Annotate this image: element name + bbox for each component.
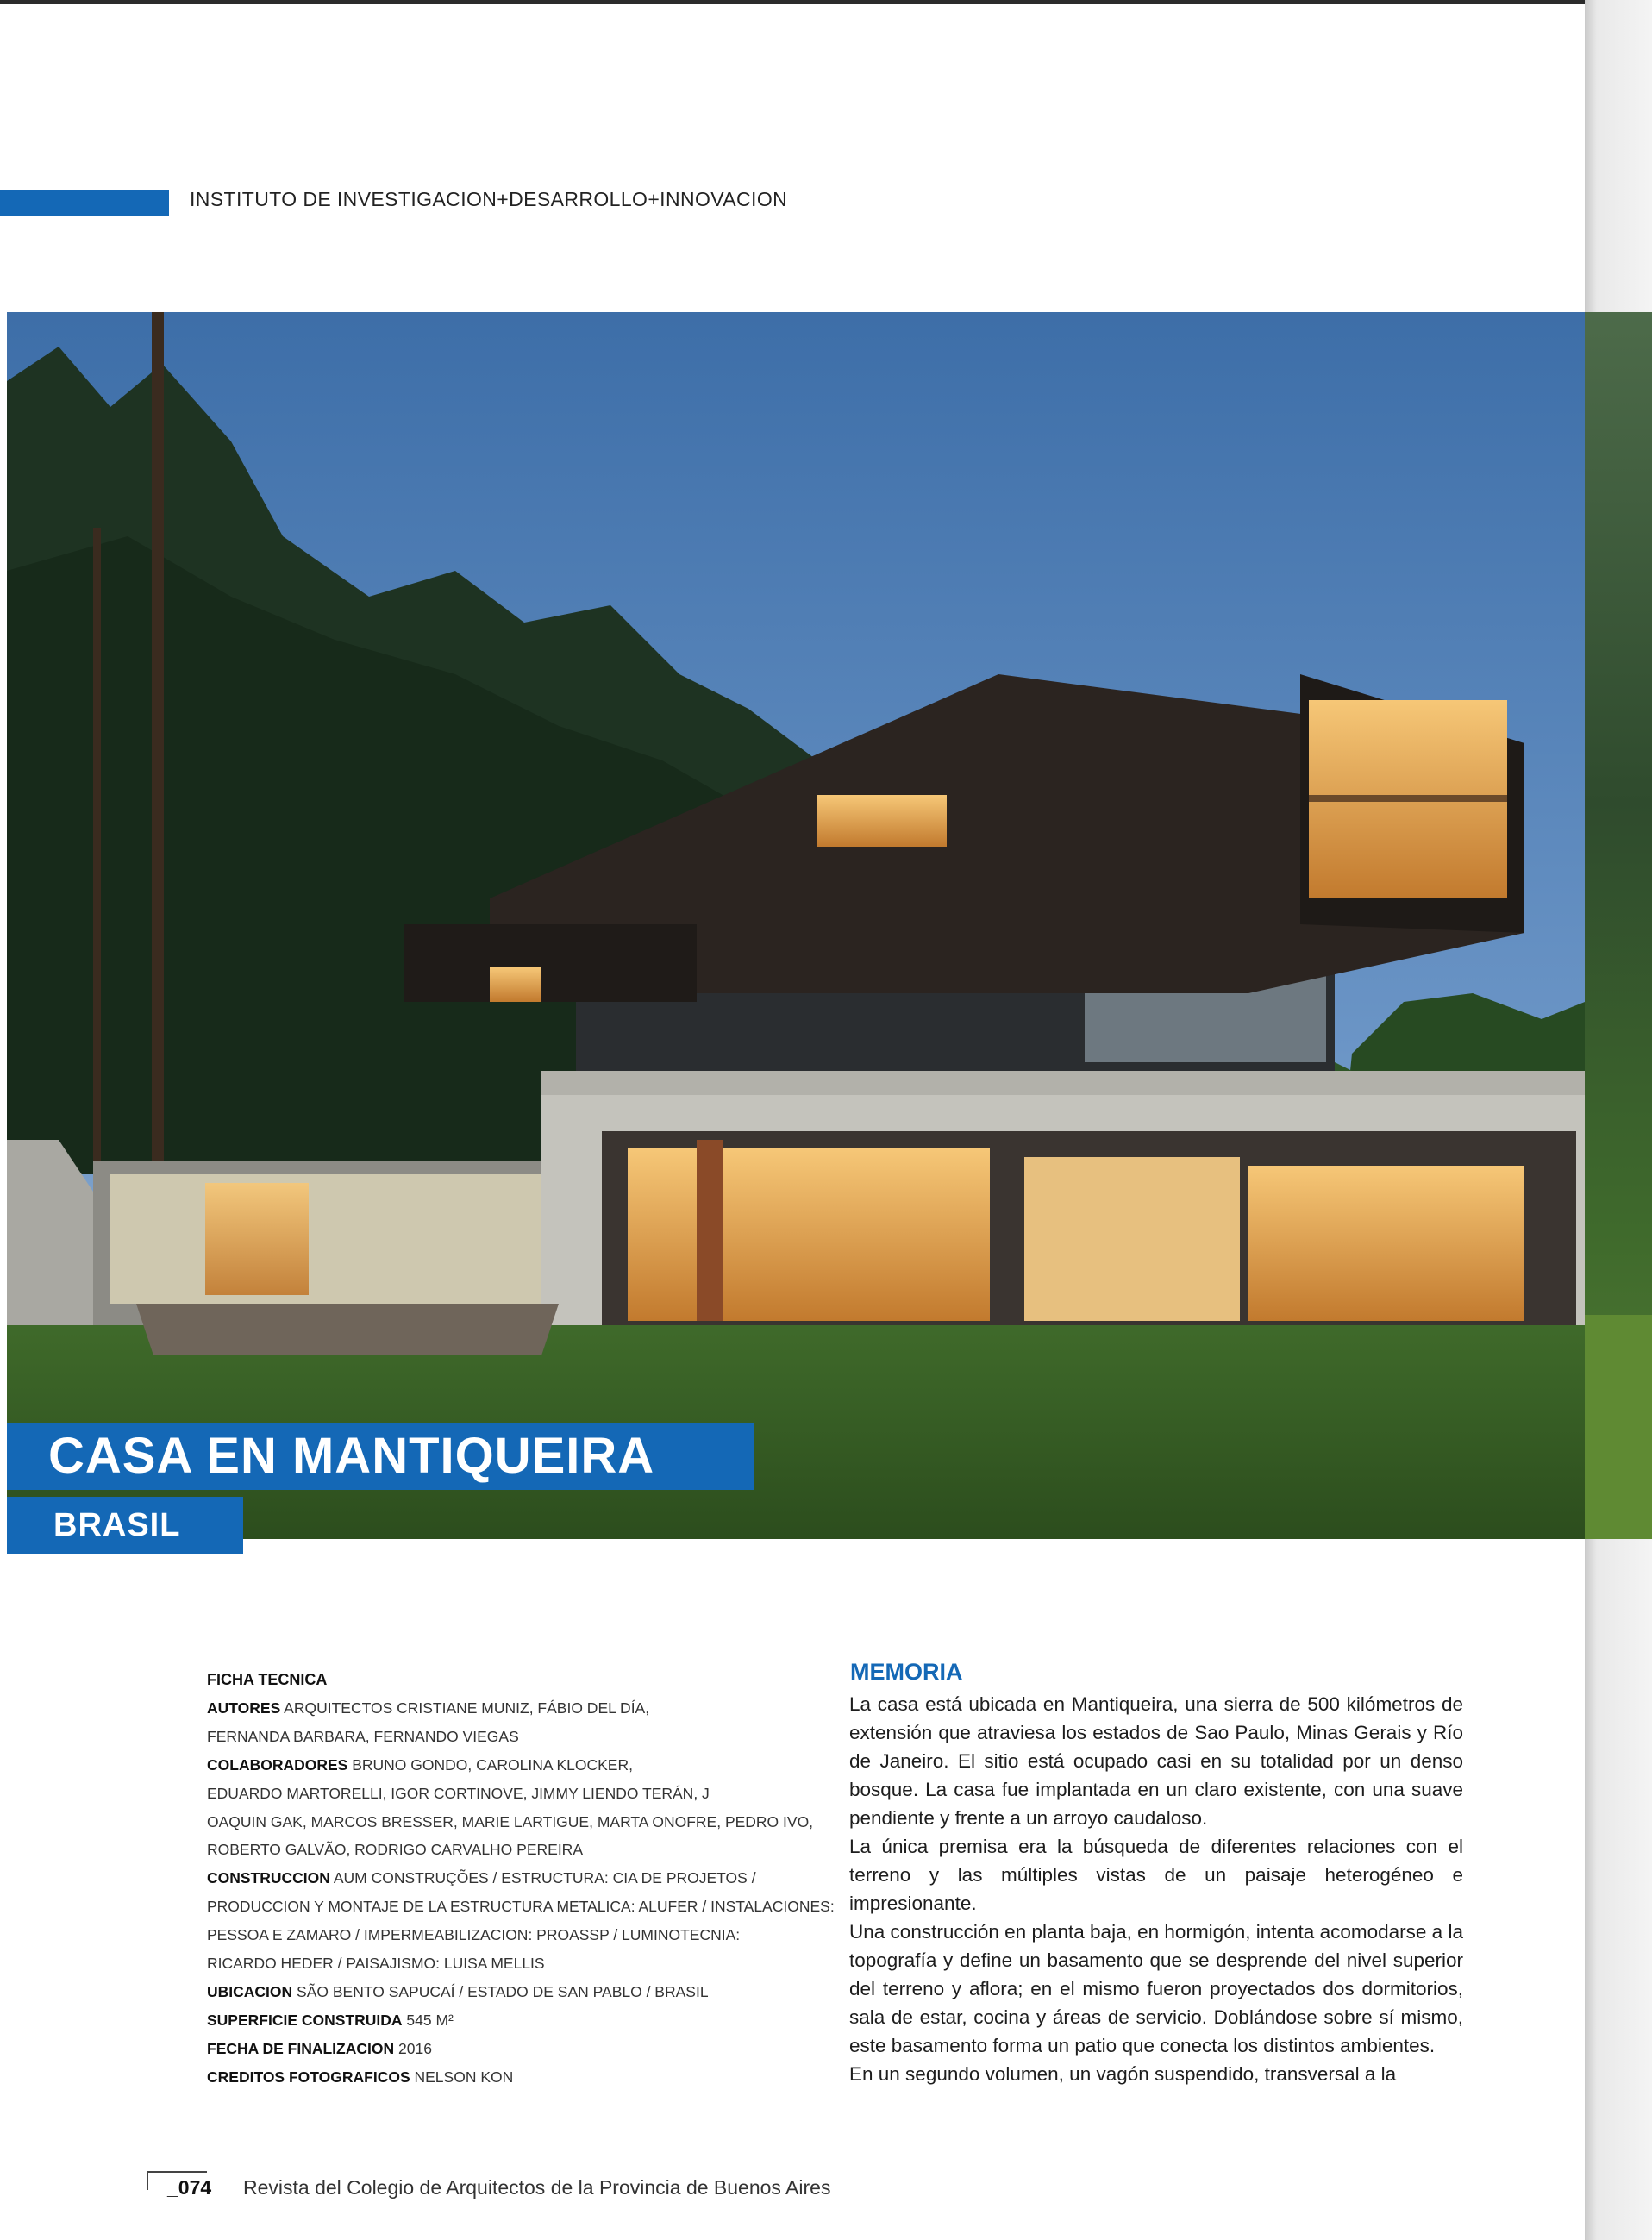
ficha-value: SÃO BENTO SAPUCAÍ / ESTADO DE SAN PABLO / BRASIL bbox=[297, 1982, 709, 2000]
footer-corner-rule bbox=[147, 2171, 207, 2173]
ficha-label: CONSTRUCCION bbox=[207, 1869, 330, 1887]
ficha-label: AUTORES bbox=[207, 1699, 281, 1717]
article-country: BRASIL bbox=[53, 1507, 181, 1543]
section-label: INSTITUTO DE INVESTIGACION+DESARROLLO+INNOVACION bbox=[190, 188, 788, 210]
memoria-paragraph: Una construcción en planta baja, en hormigón, intenta acomodarse a la topografía y define un basamento que se desprende del nivel superior del terreno y aflora; en el mismo fueron proyectados dos dormitorios, sala de estar, cocina y áreas de servicio. Doblándose sobre sí mismo, este basamento forma un patio que conecta los distintos ambientes. bbox=[849, 1921, 1463, 2056]
ficha-value: BRUNO GONDO, CAROLINA KLOCKER, bbox=[352, 1755, 633, 1774]
ficha-value: OAQUIN GAK, MARCOS BRESSER, MARIE LARTIGUE, MARTA ONOFRE, PEDRO IVO, bbox=[207, 1812, 814, 1830]
hero-photo bbox=[7, 312, 1585, 1539]
ficha-row bbox=[207, 2035, 828, 2063]
ficha-value: 2016 bbox=[398, 2039, 432, 2057]
footer-corner-rule bbox=[147, 2171, 148, 2190]
memoria-body bbox=[849, 1690, 1463, 2088]
publication-name: Revista del Colegio de Arquitectos de la Provincia de Buenos Aires bbox=[243, 2176, 831, 2199]
ficha-row bbox=[207, 1836, 828, 1864]
article-title: CASA EN MANTIQUEIRA bbox=[48, 1428, 655, 1484]
ficha-row bbox=[207, 2006, 828, 2035]
ficha-row bbox=[207, 1751, 828, 1780]
ficha-value: 545 M² bbox=[406, 2011, 454, 2029]
ficha-label: SUPERFICIE CONSTRUIDA bbox=[207, 2011, 403, 2029]
section-color-bar bbox=[0, 190, 169, 216]
ficha-value: PRODUCCION Y MONTAJE DE LA ESTRUCTURA METALICA: ALUFER / INSTALACIONES: bbox=[207, 1898, 835, 1916]
ficha-value: FERNANDA BARBARA, FERNANDO VIEGAS bbox=[207, 1727, 519, 1745]
ficha-label: UBICACION bbox=[207, 1982, 293, 2000]
memoria-paragraph: La única premisa era la búsqueda de diferentes relaciones con el terreno y las múltiples vistas de un paisaje heterogéneo e impresionante. bbox=[849, 1836, 1463, 1914]
ficha-row bbox=[207, 1808, 828, 1836]
facing-page-photo bbox=[1585, 312, 1652, 1539]
ficha-row bbox=[207, 1893, 835, 1921]
ficha-row bbox=[207, 1864, 828, 1893]
ficha-value: AUM CONSTRUÇÕES / ESTRUCTURA: CIA DE PROJETOS / bbox=[333, 1869, 756, 1887]
ficha-row bbox=[207, 1921, 828, 1949]
ficha-row bbox=[207, 1780, 828, 1808]
ficha-heading: FICHA TECNICA bbox=[207, 1671, 328, 1688]
memoria-heading: MEMORIA bbox=[850, 1659, 963, 1685]
ficha-value: ARQUITECTOS CRISTIANE MUNIZ, FÁBIO DEL DÍA, bbox=[284, 1699, 650, 1717]
ficha-label: CREDITOS FOTOGRAFICOS bbox=[207, 2068, 410, 2086]
memoria-paragraph: La casa está ubicada en Mantiqueira, una sierra de 500 kilómetros de extensión que atraviesa los estados de Sao Paulo, Minas Gerais y Río de Janeiro. El sitio está ocupado casi en su totalidad por un denso bosque. La casa fue implantada en un claro existente, con una suave pendiente y frente a un arroyo caudaloso. bbox=[849, 1693, 1463, 1829]
ficha-value: PESSOA E ZAMARO / IMPERMEABILIZACION: PROASSP / LUMINOTECNIA: bbox=[207, 1926, 741, 1944]
ficha-label: COLABORADORES bbox=[207, 1755, 348, 1774]
ficha-value: ROBERTO GALVÃO, RODRIGO CARVALHO PEREIRA bbox=[207, 1841, 583, 1859]
ficha-row bbox=[207, 1978, 828, 2006]
ficha-row bbox=[207, 1694, 828, 1723]
ficha-value: RICARDO HEDER / PAISAJISMO: LUISA MELLIS bbox=[207, 1955, 545, 1973]
ficha-value: NELSON KON bbox=[414, 2068, 514, 2086]
ficha-row bbox=[207, 1723, 828, 1751]
ficha-row bbox=[207, 1949, 828, 1978]
memoria-paragraph: En un segundo volumen, un vagón suspendido, transversal a la bbox=[849, 2063, 1397, 2085]
ficha-label: FECHA DE FINALIZACION bbox=[207, 2039, 395, 2057]
page-number: _074 bbox=[167, 2176, 212, 2199]
ficha-tecnica bbox=[207, 1666, 835, 2092]
top-rule bbox=[0, 0, 1652, 4]
ficha-value: EDUARDO MARTORELLI, IGOR CORTINOVE, JIMMY LIENDO TERÁN, J bbox=[207, 1784, 710, 1802]
ficha-row bbox=[207, 2063, 828, 2092]
